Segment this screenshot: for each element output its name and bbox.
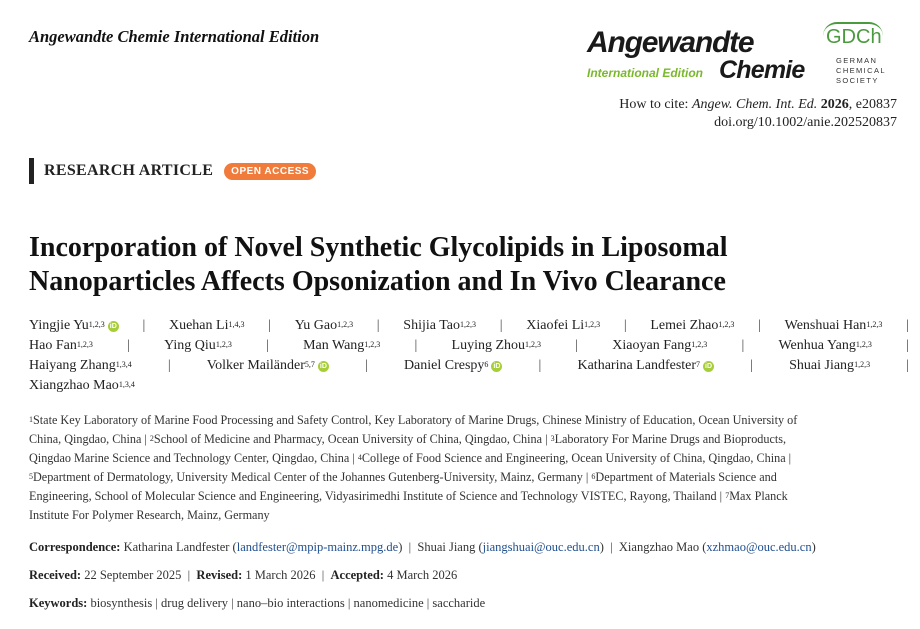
author-affiliation-sup: 1,3,4 [115,360,132,369]
keyword-separator: | [426,596,430,610]
author-name[interactable]: Hao Fan$^{1,2,3}$ [29,338,93,353]
author-separator: | [538,358,542,373]
author-separator: | [266,338,269,353]
keyword[interactable]: drug delivery [161,596,229,610]
dates-line: Received: 22 September 2025 | Revised: 1 March 2026 | Accepted: 4 March 2026 [29,568,458,582]
orcid-icon[interactable]: iD [109,323,117,330]
affiliation-line: China, Qingdao, China | $^2$School of Medicine and Pharmacy, Ocean University of China, Qingdao, China | $^3$Laboratory For Marine Drugs and Bioproducts, [29,432,787,446]
author-separator: | [414,338,418,353]
correspondence-name: Xiangzhao Mao [618,540,700,554]
affiliation-number: 2 [149,434,154,443]
title-line: Incorporation of Novel Synthetic Glycolipids in Liposomal [29,232,728,263]
author-affiliation-sup: 1,2,3 [215,340,232,349]
journal-logo[interactable] [585,26,905,90]
article-title [29,231,909,299]
article-type-bar [29,158,34,184]
author-separator: | [167,358,171,373]
affiliation-line: Qingdao Marine Science and Technology Center, Qingdao, China | $^4$College of Food Science and Engineering, Ocean University of China, Qingdao, China | [29,451,792,465]
keyword[interactable]: biosynthesis [90,596,153,610]
author-affiliation-sup: 1,2,3 [584,320,601,329]
author-line [29,316,909,336]
affiliation-number: 5 [29,472,33,481]
author-separator: | [499,318,503,333]
correspondence-separator: | [408,540,412,554]
affiliations [29,411,909,525]
author-name[interactable]: Wenshuai Han$^{1,2,3}$ [784,318,883,333]
article-type-header [29,158,316,184]
author-separator: | [365,358,368,373]
author-affiliation-sup: 1,2,3 [866,320,883,329]
author-name[interactable]: Ying Qiu$^{1,2,3}$ [164,338,232,353]
keyword[interactable]: saccharide [432,596,486,610]
affiliation-number: 6 [591,472,596,481]
author-name[interactable]: Wenhua Yang$^{1,2,3}$ [778,338,872,353]
author-separator: | [127,338,130,353]
affiliation-number: 3 [550,434,555,443]
author-separator: | [268,318,271,333]
author-separator: | [906,358,909,373]
how-to-cite: How to cite: Angew. Chem. Int. Ed. 2026, e20837 [619,97,897,112]
author-name[interactable]: Yu Gao$^{1,2,3}$ [294,318,354,333]
author-affiliation-sup: 1,4,3 [228,320,245,329]
citation-block [619,96,897,132]
author-line [29,336,909,356]
logo-word-angewandte: Angewandte [587,26,754,59]
author-separator: | [575,338,579,353]
author-separator: | [741,338,745,353]
author-affiliation-sup: 1,2,3 [88,320,105,329]
author-line [29,356,909,376]
keyword-separator: | [231,596,234,610]
affiliation-line: Engineering, School of Molecular Science and Engineering, Vidyasirimedhi Institute of Science and Technology VISTEC, Rayong, Thailand | $^7$Max Planck [29,489,788,503]
orcid-icon[interactable]: iD [493,363,501,370]
logo-international-edition: International Edition [587,66,703,80]
author-separator: | [750,358,753,373]
keywords-label: Keywords: [29,596,88,610]
author-name[interactable]: Katharina Landfester$^7$ iD [577,358,713,373]
correspondence-name: Katharina Landfester [123,540,230,554]
keyword[interactable]: nanomedicine [353,596,424,610]
correspondence-label: Correspondence: [29,540,121,554]
orcid-icon[interactable]: iD [319,363,327,370]
author-separator: | [906,318,909,333]
author-separator: | [906,338,909,353]
author-name[interactable]: Yingjie Yu$^{1,2,3}$ iD [29,318,117,333]
author-affiliation-sup: 1,2,3 [460,320,477,329]
doi-link[interactable]: doi.org/10.1002/anie.202520837 [714,115,897,130]
open-access-badge[interactable]: OPEN ACCESS [224,163,316,180]
author-affiliation-sup: 1,2,3 [855,340,872,349]
author-affiliation-sup: 1,2,3 [854,360,871,369]
correspondence-separator: | [610,540,613,554]
author-separator: | [376,318,380,333]
author-name[interactable]: Xuehan Li$^{1,4,3}$ [168,318,245,333]
keyword-separator: | [347,596,351,610]
author-name[interactable]: Luying Zhou$^{1,2,3}$ [451,338,542,353]
orcid-icon[interactable]: iD [705,363,713,370]
author-affiliation-sup: 7 [696,360,701,369]
author-affiliation-sup: 1,3,4 [118,380,135,389]
correspondence-name: Shuai Jiang [417,540,476,554]
author-affiliation-sup: 1,2,3 [337,320,354,329]
affiliation-line: Institute For Polymer Research, Mainz, Germany [29,508,270,522]
logo-word-chemie: Chemie [719,56,805,84]
gdch-society-name: GERMAN CHEMICAL SOCIETY [836,56,886,85]
correspondence-email[interactable]: landfester@mpip-mainz.mpg.de [236,540,399,554]
author-name[interactable]: Xiangzhao Mao$^{1,3,4}$ [29,378,135,393]
author-name[interactable]: Daniel Crespy$^6$ iD [403,358,501,373]
author-affiliation-sup: 6 [484,360,489,369]
author-affiliation-sup: 5,7 [304,360,315,369]
author-name[interactable]: Xiaoyan Fang$^{1,2,3}$ [612,338,708,353]
keyword-separator: | [155,596,158,610]
author-affiliation-sup: 1,2,3 [364,340,381,349]
correspondence-email[interactable]: jiangshuai@ouc.edu.cn [482,540,600,554]
author-name[interactable]: Shijia Tao$^{1,2,3}$ [403,318,477,333]
keyword[interactable]: nano–bio interactions [236,596,345,610]
author-affiliation-sup: 1,2,3 [525,340,542,349]
author-name[interactable]: Lemei Zhao$^{1,2,3}$ [650,318,735,333]
author-affiliation-sup: 1,2,3 [691,340,708,349]
author-name[interactable]: Shuai Jiang$^{1,2,3}$ [789,358,871,373]
author-name[interactable]: Xiaofei Li$^{1,2,3}$ [526,318,601,333]
author-name[interactable]: Haiyang Zhang$^{1,3,4}$ [29,358,132,373]
keywords-line [29,596,485,611]
author-separator: | [142,318,146,333]
author-separator: | [758,318,761,333]
correspondence-email[interactable]: xzhmao@ouc.edu.cn [706,540,812,554]
author-affiliation-sup: 1,2,3 [718,320,735,329]
author-name[interactable]: Man Wang$^{1,2,3}$ [303,338,381,353]
affiliation-number: 4 [357,453,362,462]
author-affiliation-sup: 1,2,3 [76,340,93,349]
affiliation-line: $^1$State Key Laboratory of Marine Food Processing and Safety Control, Key Laboratory of Marine Drugs, Chinese Ministry of Education, Ocean University of [29,413,798,427]
author-list [29,316,909,396]
author-separator: | [623,318,627,333]
affiliation-line: $^5$Department of Dermatology, University Medical Center of the Johannes Gutenberg-University, Mainz, Germany | $^6$Department of Materials Science and [29,470,777,484]
gdch-logo: GDCh [826,26,882,48]
affiliation-number: 1 [29,415,33,424]
article-type-label: RESEARCH ARTICLE [44,162,214,179]
affiliation-number: 7 [725,491,730,500]
correspondence: Correspondence: Katharina Landfester (landfester@mpip-mainz.mpg.de) | Shuai Jiang (jiangshuai@ouc.edu.cn) | Xiangzhao Mao (xzhmao@ouc.edu.cn) [29,540,816,554]
author-name[interactable]: Volker Mailänder$^{5,7}$ iD [206,358,327,373]
author-line [29,376,909,396]
journal-name: Angewandte Chemie International Edition [29,27,320,46]
title-line: Nanoparticles Affects Opsonization and In Vivo Clearance [29,266,726,297]
